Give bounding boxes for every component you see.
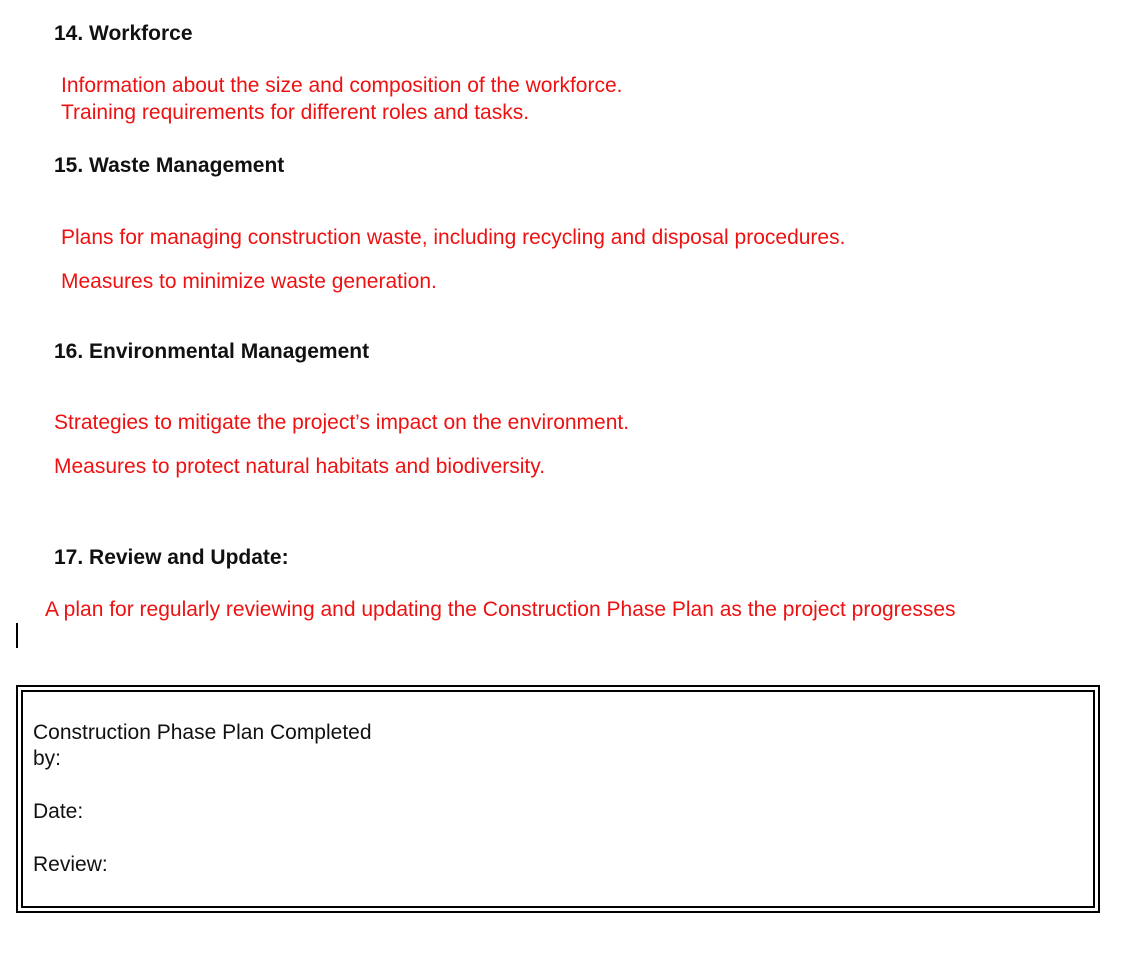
signoff-box[interactable] [16,685,1100,913]
review-label: Review: [33,853,108,876]
heading-review-update: 17. Review and Update: [54,546,289,569]
completed-by-label-line2: by: [33,747,62,770]
waste-line-2: Measures to minimize waste generation. [61,270,437,293]
heading-workforce: 14. Workforce [54,22,193,45]
waste-line-1: Plans for managing construction waste, including recycling and disposal procedures. [61,226,846,249]
date-label: Date: [33,800,84,823]
workforce-line-2: Training requirements for different roles and tasks. [61,101,530,124]
environment-line-2: Measures to protect natural habitats and biodiversity. [54,455,546,478]
review-line-1: A plan for regularly reviewing and updating the Construction Phase Plan as the project progresses [45,598,956,621]
workforce-line-1: Information about the size and composition of the workforce. [61,74,623,97]
heading-waste-management: 15. Waste Management [54,154,285,177]
heading-environmental-management: 16. Environmental Management [54,340,370,363]
text-cursor[interactable] [16,623,18,648]
completed-by-label-line1: Construction Phase Plan Completed [33,721,372,744]
environment-line-1: Strategies to mitigate the project’s impact on the environment. [54,411,630,434]
